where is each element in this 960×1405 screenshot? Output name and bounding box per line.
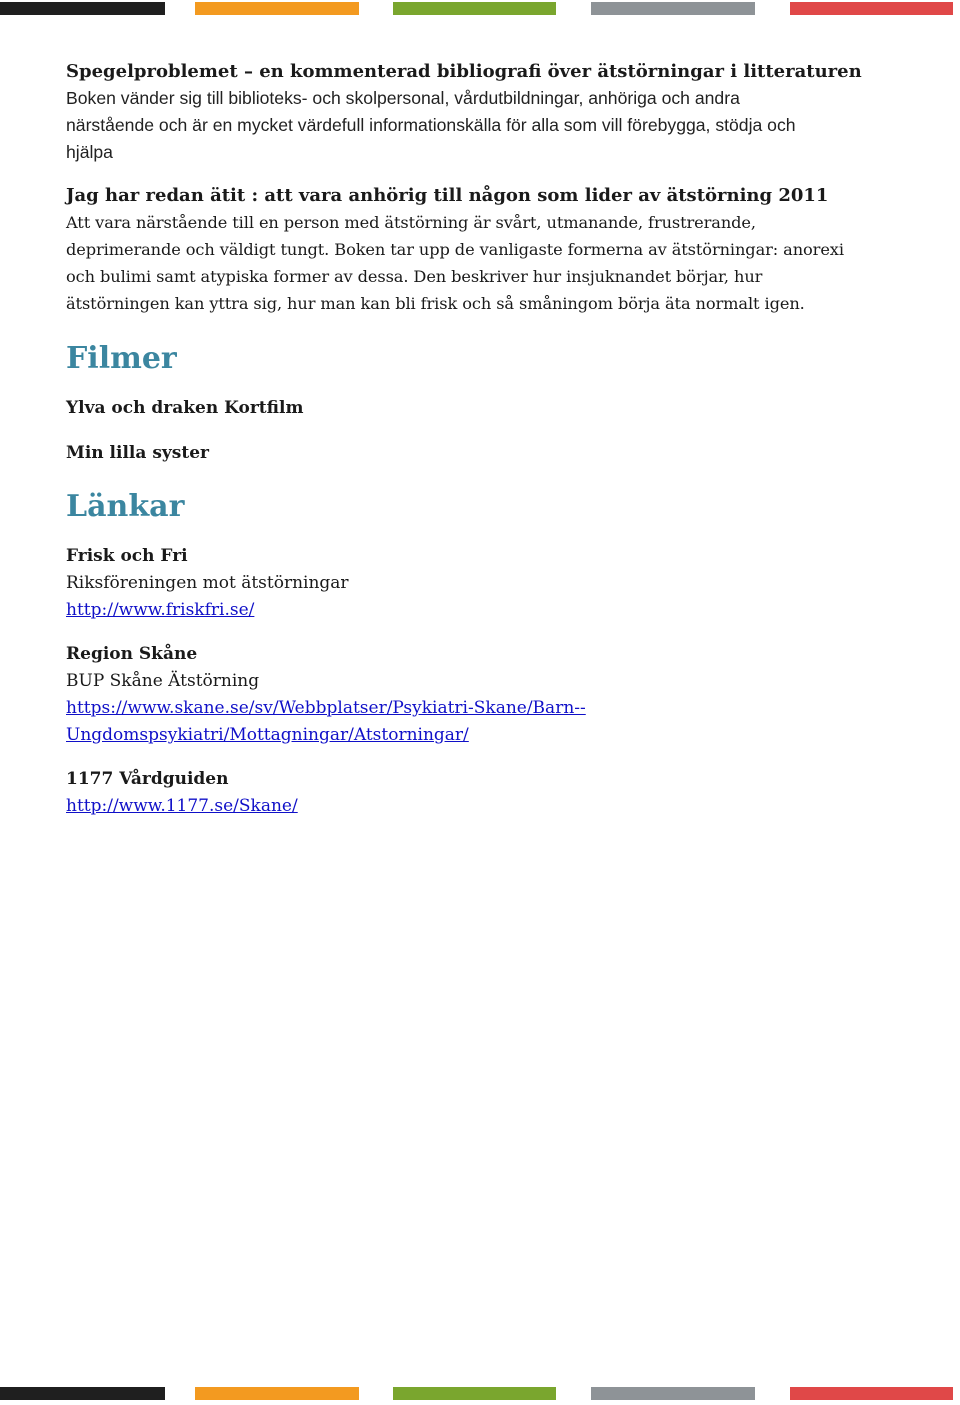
book-description-line: ätstörningen kan yttra sig, hur man kan bli frisk och så småningom börja äta normalt igen. [66,294,805,313]
film-item: Min lilla syster [66,443,209,463]
vardguiden-link[interactable]: http://www.1177.se/Skane/ [66,796,298,816]
document-content [66,58,896,820]
color-bar-black [0,2,165,15]
color-bar-green [393,2,556,15]
book-description-line: Att vara närstående till en person med ätstörning är svårt, utmanande, frustrerande, [66,213,756,232]
color-bar-red [790,2,953,15]
color-bar-gray [591,2,755,15]
color-bar-green [393,1387,556,1400]
book-title: Jag har redan ätit : att vara anhörig till någon som lider av ätstörning 2011 [66,185,829,206]
book-description-line: närstående och är en mycket värdefull informationskälla för alla som vill förebygga, stödja och [66,115,796,135]
book-entry [66,58,896,166]
film-item: Ylva och draken Kortfilm [66,398,304,418]
book-description-line: hjälpa [66,142,113,162]
bottom-color-bars [0,1387,960,1400]
book-description-line: deprimerande och väldigt tungt. Boken tar upp de vanligaste formerna av ätstörningar: anorexi [66,240,844,259]
link-entry-title: Frisk och Fri [66,546,188,566]
book-description-line: Boken vänder sig till biblioteks- och skolpersonal, vårdutbildningar, anhöriga och andra [66,88,740,108]
color-bar-gray [591,1387,755,1400]
book-title: Spegelproblemet – en kommenterad bibliografi över ätstörningar i litteraturen [66,61,862,82]
link-entry-description: Riksföreningen mot ätstörningar [66,573,349,593]
color-bar-orange [195,1387,359,1400]
link-entry-1177 [66,766,896,820]
link-entry-region-skane [66,641,896,749]
color-bar-red [790,1387,953,1400]
skane-link-line-1[interactable]: https://www.skane.se/sv/Webbplatser/Psykiatri-Skane/Barn-- [66,698,586,718]
link-entry-title: 1177 Vårdguiden [66,769,229,789]
links-heading: Länkar [66,489,185,524]
link-entry-title: Region Skåne [66,644,198,664]
color-bar-orange [195,2,359,15]
top-color-bars [0,2,960,15]
book-description-line: och bulimi samt atypiska former av dessa. Den beskriver hur insjuknandet börjar, hur [66,267,763,286]
link-entry-description: BUP Skåne Ätstörning [66,671,260,691]
color-bar-black [0,1387,165,1400]
book-entry [66,182,896,317]
friskfri-link[interactable]: http://www.friskfri.se/ [66,600,255,620]
skane-link-line-2[interactable]: Ungdomspsykiatri/Mottagningar/Atstorningar/ [66,725,469,745]
films-heading: Filmer [66,341,177,376]
link-entry-frisk-och-fri [66,543,896,624]
